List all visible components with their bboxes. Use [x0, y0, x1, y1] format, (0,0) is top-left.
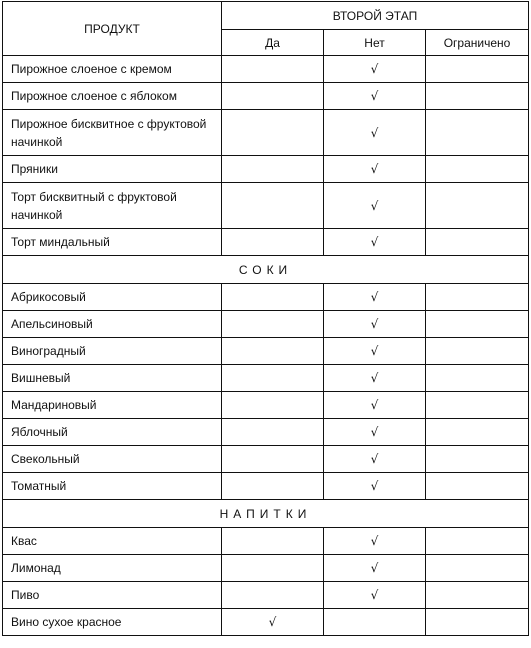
product-name: Абрикосовый	[3, 284, 222, 311]
table-row	[3, 83, 529, 110]
product-name: Свекольный	[3, 446, 222, 473]
cell-no: √	[324, 156, 426, 183]
table-row	[3, 555, 529, 582]
cell-limited	[426, 419, 529, 446]
cell-limited	[426, 156, 529, 183]
cell-limited	[426, 56, 529, 83]
product-name: Квас	[3, 528, 222, 555]
table-row	[3, 528, 529, 555]
column-header-product: ПРОДУКТ	[3, 2, 222, 56]
table-row	[3, 56, 529, 83]
cell-limited	[426, 284, 529, 311]
cell-yes	[222, 582, 324, 609]
table-row	[3, 110, 529, 156]
cell-limited	[426, 183, 529, 229]
cell-no: √	[324, 229, 426, 256]
product-name: Пирожное слоеное с яблоком	[3, 83, 222, 110]
cell-yes	[222, 446, 324, 473]
cell-no: √	[324, 473, 426, 500]
table-row	[3, 392, 529, 419]
table-row	[3, 582, 529, 609]
table-row	[3, 183, 529, 229]
cell-yes	[222, 365, 324, 392]
table-row	[3, 338, 529, 365]
cell-limited	[426, 609, 529, 636]
product-name: Томатный	[3, 473, 222, 500]
product-name: Вино сухое красное	[3, 609, 222, 636]
cell-no: √	[324, 365, 426, 392]
cell-no: √	[324, 83, 426, 110]
product-name: Вишневый	[3, 365, 222, 392]
table-row	[3, 473, 529, 500]
cell-limited	[426, 338, 529, 365]
cell-no: √	[324, 392, 426, 419]
cell-limited	[426, 110, 529, 156]
cell-yes	[222, 392, 324, 419]
table-row	[3, 419, 529, 446]
cell-yes	[222, 156, 324, 183]
cell-yes	[222, 419, 324, 446]
table-row	[3, 284, 529, 311]
product-name: Пирожное бисквитное с фруктовой начинкой	[3, 110, 222, 156]
cell-yes	[222, 56, 324, 83]
cell-no: √	[324, 338, 426, 365]
section-row	[3, 256, 529, 284]
column-header-no: Нет	[324, 30, 426, 56]
cell-limited	[426, 311, 529, 338]
cell-yes	[222, 229, 324, 256]
cell-limited	[426, 473, 529, 500]
section-title-juices: СОКИ	[3, 256, 529, 284]
cell-yes: √	[222, 609, 324, 636]
cell-yes	[222, 528, 324, 555]
cell-limited	[426, 229, 529, 256]
cell-limited	[426, 392, 529, 419]
cell-no: √	[324, 110, 426, 156]
cell-yes	[222, 110, 324, 156]
product-name: Торт бисквитный с фруктовой начинкой	[3, 183, 222, 229]
product-name: Мандариновый	[3, 392, 222, 419]
table-row	[3, 229, 529, 256]
cell-limited	[426, 582, 529, 609]
cell-no: √	[324, 446, 426, 473]
cell-yes	[222, 311, 324, 338]
table-row	[3, 156, 529, 183]
cell-limited	[426, 365, 529, 392]
column-header-stage: ВТОРОЙ ЭТАП	[222, 2, 529, 30]
product-name: Пиво	[3, 582, 222, 609]
cell-no: √	[324, 528, 426, 555]
product-name: Пряники	[3, 156, 222, 183]
cell-limited	[426, 446, 529, 473]
cell-no: √	[324, 555, 426, 582]
product-table	[2, 1, 529, 636]
cell-yes	[222, 338, 324, 365]
product-name: Апельсиновый	[3, 311, 222, 338]
cell-no: √	[324, 183, 426, 229]
cell-limited	[426, 555, 529, 582]
product-name: Пирожное слоеное с кремом	[3, 56, 222, 83]
cell-no	[324, 609, 426, 636]
table-row	[3, 365, 529, 392]
product-name: Торт миндальный	[3, 229, 222, 256]
table-row	[3, 446, 529, 473]
product-name: Виноградный	[3, 338, 222, 365]
cell-no: √	[324, 311, 426, 338]
product-name: Лимонад	[3, 555, 222, 582]
cell-yes	[222, 284, 324, 311]
cell-limited	[426, 528, 529, 555]
cell-no: √	[324, 56, 426, 83]
table-row	[3, 609, 529, 636]
cell-yes	[222, 473, 324, 500]
cell-no: √	[324, 582, 426, 609]
product-name: Яблочный	[3, 419, 222, 446]
column-header-limited: Ограничено	[426, 30, 529, 56]
cell-no: √	[324, 419, 426, 446]
header-row-top	[3, 2, 529, 30]
cell-yes	[222, 183, 324, 229]
table-row	[3, 311, 529, 338]
column-header-yes: Да	[222, 30, 324, 56]
section-row	[3, 500, 529, 528]
cell-no: √	[324, 284, 426, 311]
cell-limited	[426, 83, 529, 110]
cell-yes	[222, 83, 324, 110]
section-title-drinks: НАПИТКИ	[3, 500, 529, 528]
cell-yes	[222, 555, 324, 582]
